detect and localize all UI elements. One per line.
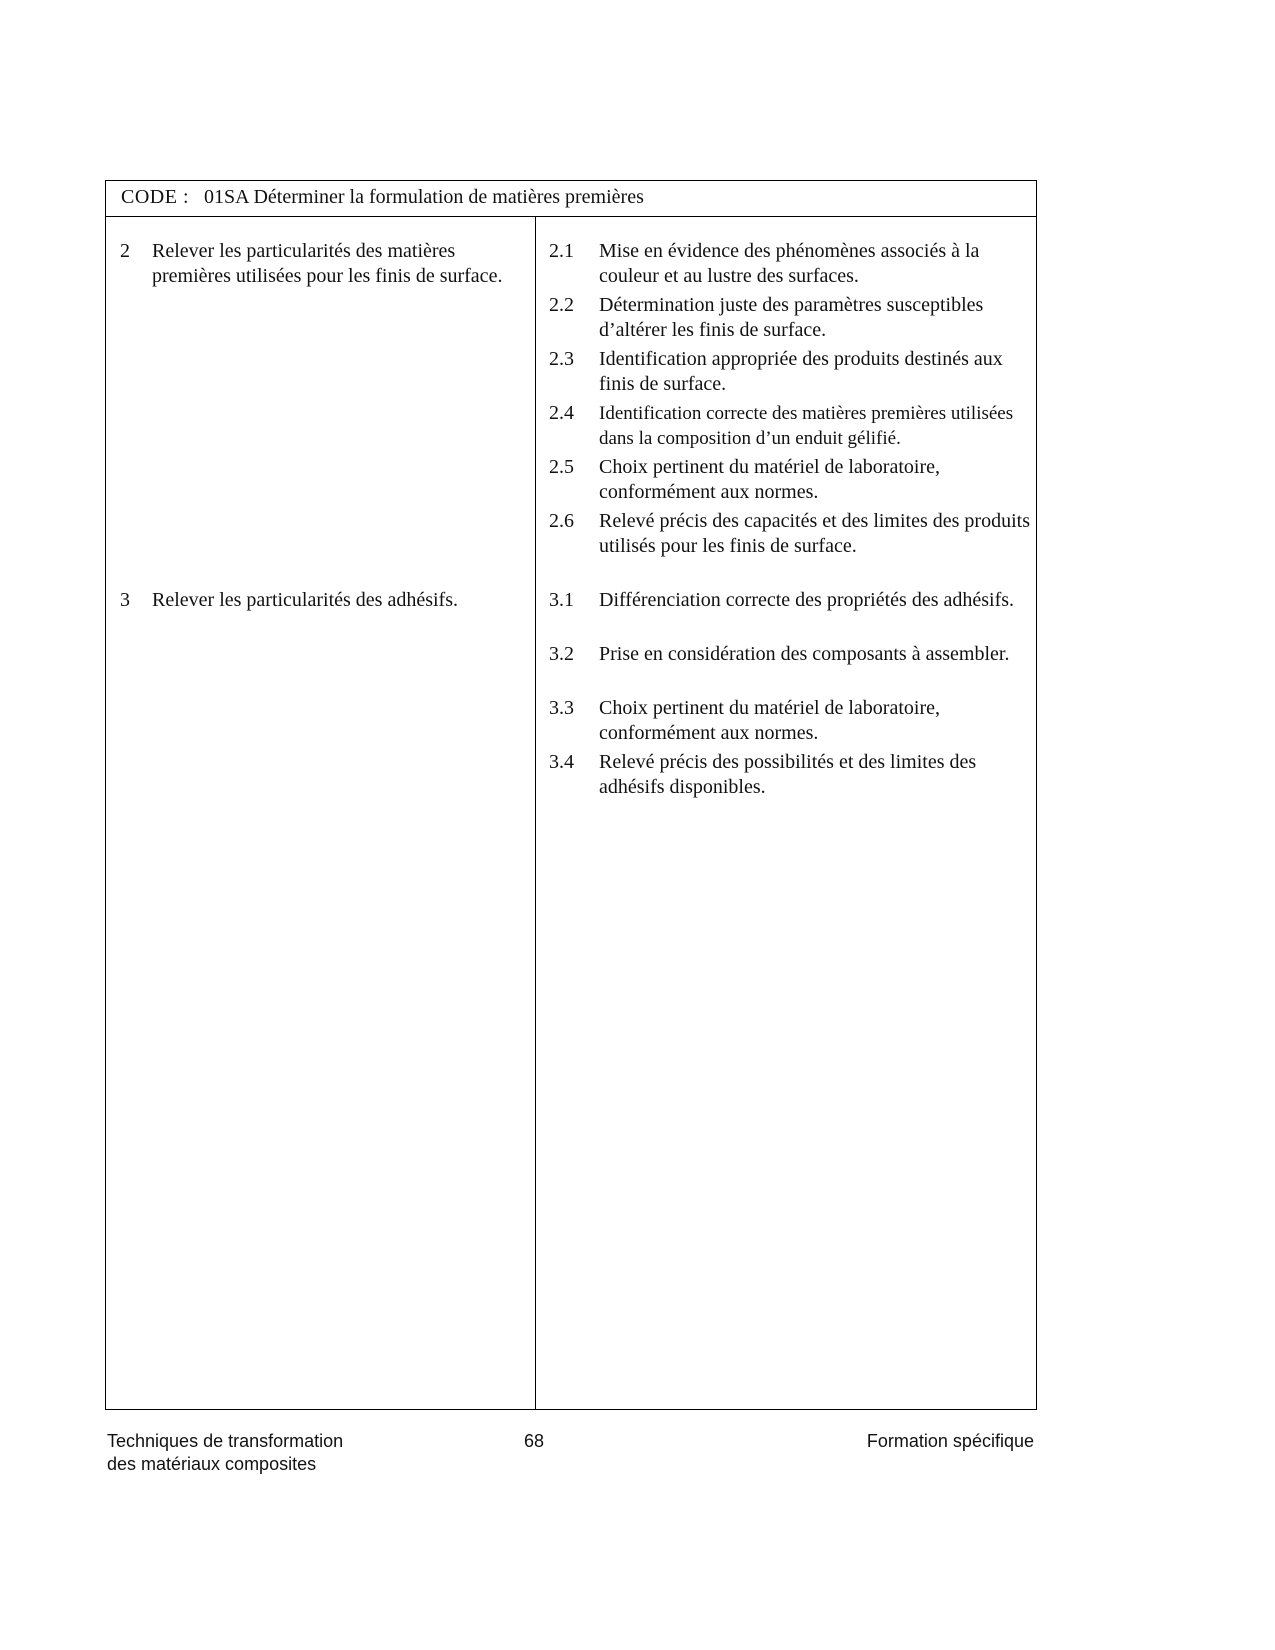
- criterion-text: Prise en considération des composants à assembler.: [599, 643, 1010, 665]
- criterion-number: 2.1: [549, 240, 574, 262]
- header-title: Déterminer la formulation de matières premières: [253, 186, 644, 208]
- code-value: 01SA: [204, 186, 249, 208]
- element-text: Relever les particularités des matières premières utilisées pour les finis de surface.: [152, 240, 503, 287]
- footer-program-line1: Techniques de transformation: [107, 1431, 344, 1451]
- table-header: [106, 181, 1036, 217]
- criterion-text: Différenciation correcte des propriétés des adhésifs.: [599, 589, 1015, 611]
- element-number: 2: [120, 240, 130, 262]
- criterion-number: 3.4: [549, 751, 574, 773]
- criterion-text: Mise en évidence des phénomènes associés à la couleur et au lustre des surfaces.: [599, 240, 980, 287]
- criterion-number: 2.4: [549, 402, 574, 424]
- criterion-text: Relevé précis des possibilités et des limites des adhésifs disponibles.: [599, 751, 977, 798]
- criterion-text: Relevé précis des capacités et des limites des produits utilisés pour les finis de surface.: [599, 510, 1030, 557]
- code-label: CODE :: [121, 186, 189, 208]
- criterion-number: 2.5: [549, 456, 574, 478]
- criterion-text: Détermination juste des paramètres susceptibles d’altérer les finis de surface.: [599, 294, 984, 341]
- column-divider: [535, 216, 536, 1409]
- criterion-number: 2.3: [549, 348, 574, 370]
- footer-program: [107, 1430, 343, 1476]
- criterion-number: 3.2: [549, 643, 574, 665]
- criterion-text: Choix pertinent du matériel de laboratoire, conformément aux normes.: [599, 697, 940, 744]
- criterion-text: Identification correcte des matières premières utilisées dans la composition d’un enduit gélifié.: [599, 403, 1014, 449]
- criterion-number: 3.1: [549, 589, 574, 611]
- footer-section: Formation spécifique: [866, 1431, 1034, 1451]
- criterion-text: Choix pertinent du matériel de laboratoire, conformément aux normes.: [599, 456, 940, 503]
- footer-program-line2: des matériaux composites: [107, 1454, 317, 1474]
- criterion-number: 3.3: [549, 697, 574, 719]
- competency-table: [105, 180, 1037, 1410]
- criterion-number: 2.6: [549, 510, 574, 532]
- criterion-text: Identification appropriée des produits destinés aux finis de surface.: [599, 348, 1003, 395]
- criterion-number: 2.2: [549, 294, 574, 316]
- element-text: Relever les particularités des adhésifs.: [152, 589, 458, 611]
- element-number: 3: [120, 589, 130, 611]
- page-number: 68: [524, 1431, 545, 1451]
